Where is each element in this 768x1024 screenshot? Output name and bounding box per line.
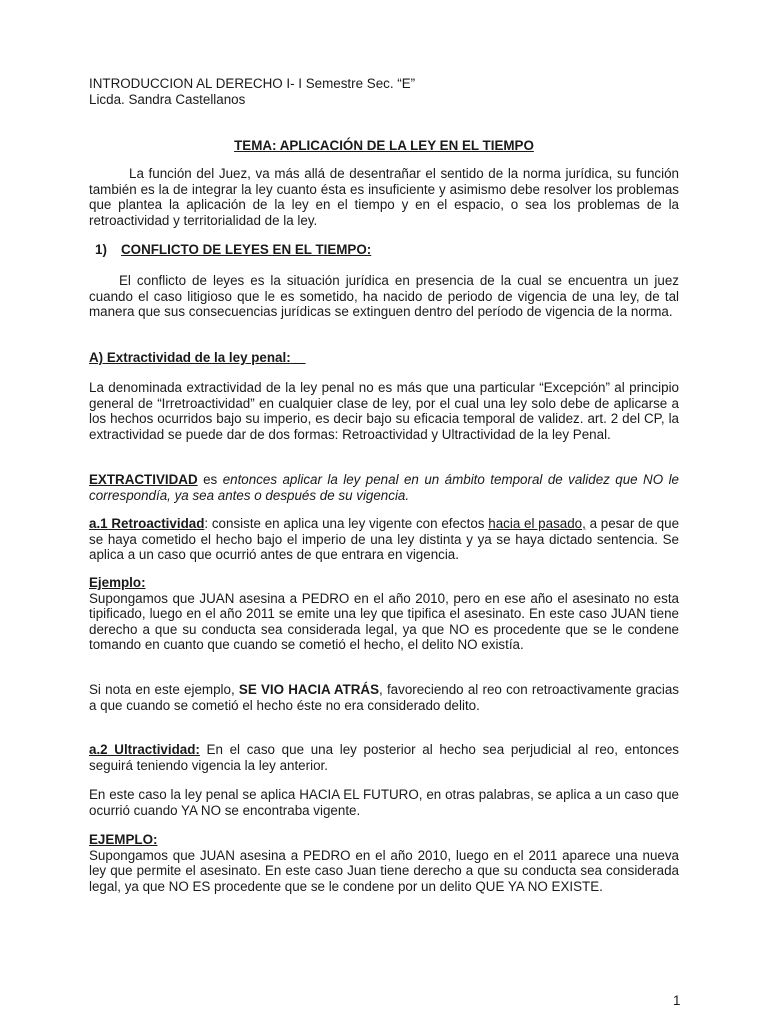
sectionA-paragraph: La denominada extractividad de la ley penal no es más que una particular “Excepción” al principio general de “Irretroactividad” en cualquier clase de ley, por el cual una ley solo debe de aplicarse a los hechos ocurridos bajo su imperio, es decir bajo su eficacia temporal de validez. art. 2 del CP, la extractividad se puede dar de dos formas: Retroactividad y Ultractividad de la ley Penal. — [89, 380, 679, 442]
page-number: 1 — [673, 993, 681, 1008]
ejemplo1-paragraph: Supongamos que JUAN asesina a PEDRO en el año 2010, pero en ese año el asesinato no esta tipificado, luego en el año 2011 se emite una ley que tipifica el asesinato. En este caso JUAN tiene derecho a que su conducta sea considerada legal, ya que NO es procedente que se le condene tomando en cuanto que cuando se cometió el hecho, el delito NO existía. — [89, 590, 679, 653]
ejemplo2-heading: EJEMPLO: — [89, 832, 158, 847]
ejemplo1-heading: Ejemplo: — [89, 575, 146, 590]
extractividad-paragraph — [89, 472, 679, 503]
nota-bold: SE VIO HACIA ATRÁS — [238, 682, 380, 697]
intro-paragraph: La función del Juez, va más allá de desentrañar el sentido de la norma jurídica, su función también es la de integrar la ley cuanto ésta es insuficiente y asimismo debe resolver los problemas que plantea la aplicación de la ley en el tiempo y en el espacio, o sea los problemas de la retroactividad y territorialidad de la ley. — [89, 166, 679, 228]
section1-title: CONFLICTO DE LEYES EN EL TIEMPO: — [121, 242, 372, 257]
retroactividad-emphasis: hacia el pasado, — [488, 516, 586, 531]
section1-paragraph: El conflicto de leyes es la situación jurídica en presencia de la cual se encuentra un juez cuando el caso litigioso que le es sometido, ha nacido de periodo de vigencia de una ley, de tal manera que sus consecuencias jurídicas se extinguen dentro del período de vigencia de la norma. — [89, 273, 679, 320]
extractividad-definition: entonces aplicar la ley penal en un ámbito temporal de validez que NO le correspondía, ya sea antes o después de su vigencia. — [89, 472, 679, 503]
nota-before: Si nota en este ejemplo, — [89, 682, 239, 697]
ultractividad-paragraph2: En este caso la ley penal se aplica HACIA EL FUTURO, en otras palabras, se aplica a un caso que ocurrió cuando YA NO se encontraba vigente. — [89, 787, 679, 818]
extractividad-connector: es — [203, 472, 218, 487]
tema-text: TEMA: APLICACIÓN DE LA LEY EN EL TIEMPO — [234, 138, 534, 153]
retroactividad-label: a.1 Retroactividad — [89, 516, 205, 531]
sectionA-heading — [89, 350, 679, 366]
ejemplo2-block — [89, 832, 679, 894]
retroactividad-paragraph — [89, 516, 679, 563]
course-line: INTRODUCCION AL DERECHO I- I Semestre Sec. “E” — [89, 76, 416, 91]
extractividad-term: EXTRACTIVIDAD — [89, 472, 198, 487]
ultractividad-label: a.2 Ultractividad: — [89, 742, 200, 757]
ejemplo2-paragraph: Supongamos que JUAN asesina a PEDRO en el año 2010, luego en el 2011 aparece una nueva ley que permite el asesinato. En este caso Juan tiene derecho a que su conducta sea considerada legal, ya que NO ES procedente que se le condene por un delito QUE YA NO EXISTE. — [89, 847, 679, 894]
nota-paragraph — [89, 682, 679, 713]
retroactividad-text-after: a pesar de que se haya cometido el hecho bajo el imperio de una ley distinta y ya se haya dictado sentencia. Se aplica a un caso que ocurrió antes de que entrara en vigencia. — [89, 516, 680, 563]
header-block — [89, 76, 679, 107]
ultractividad-paragraph — [89, 742, 679, 773]
nota-after: , favoreciendo al reo con retroactivamente gracias a que cuando se cometió el hecho éste no era considerado delito. — [89, 682, 679, 713]
ultractividad-text: En el caso que una ley posterior al hecho sea perjudicial al reo, entonces seguirá teniendo vigencia la ley anterior. — [89, 742, 680, 773]
section1-number: 1) — [95, 242, 107, 257]
retroactividad-text-before: : consiste en aplica una ley vigente con efectos — [204, 516, 489, 531]
heading-underline-tail — [291, 350, 306, 365]
tema-title — [89, 138, 679, 154]
teacher-line: Licda. Sandra Castellanos — [89, 91, 246, 107]
sectionA-heading-text: A) Extractividad de la ley penal: — [89, 350, 291, 365]
ejemplo1-block — [89, 575, 679, 653]
